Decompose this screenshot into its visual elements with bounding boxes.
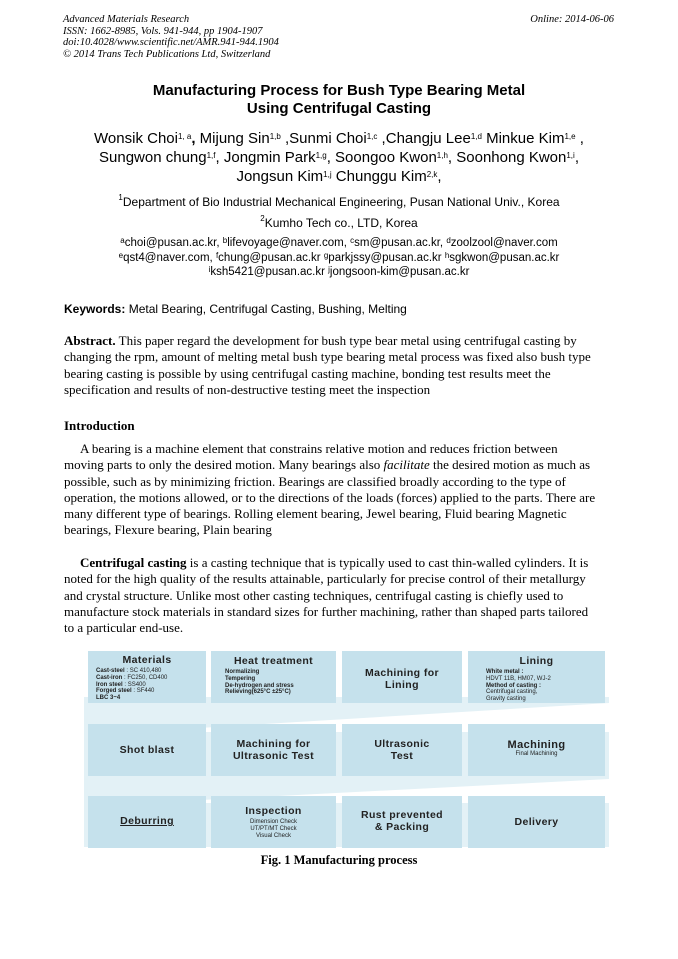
email-link[interactable]: chung@pusan.ac.kr (218, 251, 321, 264)
title-line: Ultrasonic (374, 738, 430, 750)
email-sup: c (350, 236, 355, 245)
step-title: Machining (507, 739, 566, 751)
detail-line: White metal : (486, 669, 524, 675)
author-sup: 1,h (436, 151, 448, 160)
title-line: Machining for (236, 738, 311, 750)
abstract-line: changing the rpm, amount of melting metal bush type bearing metal process was fixed also bush type (64, 349, 591, 365)
email-sup: f (215, 250, 219, 260)
material-name: Forged steel (96, 688, 132, 695)
title-line-2: Using Centrifugal Casting (246, 100, 432, 117)
detail-line: Method of casting : (486, 682, 541, 689)
step-inspection (211, 796, 336, 848)
material-grade: : SF440 (133, 688, 155, 695)
manufacturing-process-figure (84, 645, 609, 850)
email-line (0, 265, 678, 280)
author-name: Jongmin Park (223, 149, 316, 166)
journal-name: Advanced Materials Research (63, 14, 190, 25)
email-link[interactable]: lifevoyage@naver.com, (227, 237, 347, 249)
material-grade: : SS400 (124, 681, 146, 688)
title-line: Test (390, 750, 414, 762)
title-line: Machining for (364, 667, 440, 679)
step-title: Materials (122, 654, 172, 666)
email-link[interactable]: zoolzool@naver.com (450, 237, 558, 249)
para-line (64, 441, 614, 457)
detail-line: Tempering (225, 675, 256, 682)
material-grade: : FC250, CD400 (124, 674, 168, 681)
author-sup: 1,c (366, 132, 378, 141)
email-link[interactable]: choi@pusan.ac.kr, (124, 237, 220, 249)
author-sup: 2,k (426, 170, 438, 179)
step-machining-for-lining (342, 651, 462, 703)
para-line: operation, the motions allowed, or to the directions of the loads (forces) applied to the parts. There are (64, 489, 596, 505)
step-details (211, 667, 336, 696)
intro-paragraph-2 (64, 555, 614, 636)
email-link[interactable]: parkjssy@pusan.ac.kr (328, 251, 442, 264)
issn: ISSN: 1662-8985, Vols. 941-944, pp 1904-1907 (63, 25, 263, 37)
author-sup: 1,e (564, 132, 576, 141)
title-line: Rust prevented (360, 809, 444, 821)
step-details (88, 666, 206, 702)
paper-title (0, 82, 678, 118)
abstract-line (64, 333, 614, 349)
email-sup: a (120, 236, 125, 245)
author-name: Mijung Sin (199, 130, 270, 147)
copyright: © 2014 Trans Tech Publications Ltd, Switzerland (63, 48, 271, 60)
detail-line: UT/PT/MT Check (250, 826, 297, 832)
step-subtitle: Final Machining (515, 751, 558, 757)
detail-line: Visual Check (256, 833, 291, 839)
detail-line: Relieving(625°C ±25°C) (225, 689, 291, 696)
para-italic: facilitate (383, 457, 430, 473)
doi: doi:10.4028/www.scientific.net/AMR.941-944.1904 (63, 37, 279, 48)
journal-header (63, 14, 279, 60)
detail-line: Normalizing (225, 669, 260, 675)
abstract-text: This paper regard the development for bush type bear metal using centrifugal casting by (118, 333, 577, 348)
intro-paragraph-1 (64, 441, 614, 539)
email-sup: d (446, 236, 451, 245)
step-machining (468, 724, 605, 776)
para-text: the desired motion as much as (433, 457, 591, 473)
detail-line: Centrifugal casting, (486, 689, 538, 696)
para-line (64, 457, 614, 473)
affiliation-text: Department of Bio Industrial Mechanical Engineering, Pusan National Univ., Korea (122, 195, 560, 209)
abstract-line: specification and results of non-destructive testing meet the inspection (64, 381, 431, 397)
material-name: LBC 3~4 (96, 695, 121, 702)
title-line: & Packing (374, 821, 430, 833)
author-name: Soonhong Kwon (456, 149, 567, 166)
author-line: Wonsik Choi$^{1, a}$, Mijung Sin$^{1,b}$ ,Sunmi Choi$^{1,c}$ ,Changju Lee$^{1,d}$ Minkue Kim$^{1,e}$ , (94, 130, 584, 147)
step-details (468, 667, 605, 703)
email-link[interactable]: qst4@naver.com, (123, 251, 213, 264)
author-name: Sunmi Choi (289, 130, 367, 147)
author-name: Jongsun Kim (236, 168, 324, 185)
keywords-text: Metal Bearing, Centrifugal Casting, Bushing, Melting (128, 302, 407, 316)
section-heading-introduction: Introduction (64, 418, 135, 433)
step-materials (88, 651, 206, 703)
step-shot-blast (88, 724, 206, 776)
title-line: Lining (385, 679, 419, 691)
keywords-label: Keywords: (64, 302, 126, 316)
step-title: Lining (519, 655, 554, 667)
para-line: bearings, Flexure bearing, Plain bearing (64, 522, 272, 538)
para-text: moving parts to only the desired motion. Many bearings also (64, 457, 381, 473)
email-sup: j (328, 265, 330, 274)
abstract-line: bearing casting is possible by using centrifugal casting machine, bonding test results meet the (64, 365, 551, 381)
author-name: Wonsik Choi (94, 130, 178, 147)
affiliation-text: Kumho Tech co., LTD, Korea (264, 216, 418, 230)
abstract (64, 333, 614, 398)
affiliation-sup: 2 (260, 214, 265, 223)
author-line: Sungwon chung$^{1,f}$, Jongmin Park$^{1,g}$, Soongoo Kwon$^{1,h}$, Soonhong Kwon$^{1,i}$, (99, 149, 579, 166)
step-title: Heat treatment (233, 655, 314, 667)
detail-line: HDVT 11B, HM07, WJ-2 (486, 675, 551, 682)
affiliation-2 (0, 216, 678, 230)
para-line: and crystal structure. Unlike most other casting techniques, centrifugal casting is chiefly used to (64, 587, 564, 603)
author-sup: 1, a (177, 132, 192, 141)
para-text: is a casting technique that is typically used to cast thin-walled cylinders. It is (189, 555, 589, 570)
term-centrifugal-casting: Centrifugal casting (80, 555, 187, 570)
step-title: Deburring (120, 815, 174, 827)
email-sup: b (222, 236, 228, 245)
detail-line: Gravity casting (486, 696, 526, 703)
para-line (64, 555, 614, 571)
material-grade: : SC 410,480 (126, 668, 162, 674)
author-name: Sungwon chung (99, 149, 207, 166)
para-line: to a particular end-use. (64, 620, 184, 636)
email-link[interactable]: sgkwon@pusan.ac.kr (449, 251, 560, 264)
step-heat-treatment (211, 651, 336, 703)
step-title (342, 796, 462, 833)
keywords (64, 302, 407, 316)
author-list (30, 129, 648, 186)
step-title (342, 651, 462, 691)
online-date: Online: 2014-06-06 (530, 14, 614, 25)
author-name: Soongoo Kwon (335, 149, 437, 166)
affiliation-sup: 1 (118, 193, 123, 202)
para-text: A bearing is a machine element that constrains relative motion and reduces friction between (80, 441, 558, 456)
email-link[interactable]: jongsoon-kim@pusan.ac.kr (329, 266, 470, 278)
email-list (0, 236, 678, 280)
detail-line: Dimension Check (249, 819, 298, 825)
para-line: many different type of bearings. Rolling element bearing, Jewel bearing, Fluid bearing Magnetic (64, 506, 567, 522)
figure-caption: Fig. 1 Manufacturing process (260, 853, 418, 867)
step-details (211, 817, 336, 840)
author-sup: 1,f (206, 151, 216, 160)
step-lining (468, 651, 605, 703)
author-sup: 1,g (315, 151, 327, 160)
para-line: possible, such as by minimizing friction. Bearings are classified broadly according to the type of (64, 473, 566, 489)
email-sup: e (118, 250, 124, 260)
abstract-label: Abstract. (64, 333, 116, 348)
para-line: noted for the high quality of the results attainable, particularly for precise control of their metallurgy (64, 571, 586, 587)
affiliation-1 (0, 195, 678, 209)
email-link[interactable]: sm@pusan.ac.kr, (354, 237, 444, 249)
email-line (0, 251, 678, 266)
material-name: Iron steel (96, 681, 123, 688)
step-title (211, 724, 336, 762)
author-name: Minkue Kim (486, 130, 565, 147)
step-rust-prevented-packing (342, 796, 462, 848)
step-title: Shot blast (119, 744, 175, 756)
step-deburring (88, 796, 206, 848)
step-title (342, 724, 462, 762)
email-line (0, 236, 678, 251)
detail-line: De-hydrogen and stress (225, 682, 294, 689)
author-sup: 1,i (566, 151, 575, 160)
material-name: Cast-steel (96, 668, 125, 674)
email-sup: i (208, 265, 211, 274)
email-link[interactable]: ksh5421@pusan.ac.kr (210, 266, 325, 278)
material-name: Cast-iron (96, 674, 123, 681)
para-line: manufacture stock materials in standard sizes for further machining, rather than shaped parts tailored (64, 603, 589, 619)
step-delivery (468, 796, 605, 848)
author-sup: 1,j (323, 170, 332, 179)
step-title: Inspection (245, 805, 302, 817)
author-sup: 1,b (269, 132, 281, 141)
step-ultrasonic-test (342, 724, 462, 776)
title-line: Ultrasonic Test (232, 750, 315, 762)
author-name: Chunggu Kim (335, 168, 427, 185)
author-sup: 1,d (470, 132, 482, 141)
author-name: Changju Lee (385, 130, 471, 147)
author-line: Jongsun Kim$^{1,j}$ Chunggu Kim$^{2,k}$, (236, 168, 442, 185)
email-sup: h (444, 250, 450, 260)
title-line-1: Manufacturing Process for Bush Type Bearing Metal (152, 82, 526, 99)
email-sup: g (323, 250, 329, 260)
step-machining-for-ultrasonic-test (211, 724, 336, 776)
step-title: Delivery (514, 816, 559, 828)
